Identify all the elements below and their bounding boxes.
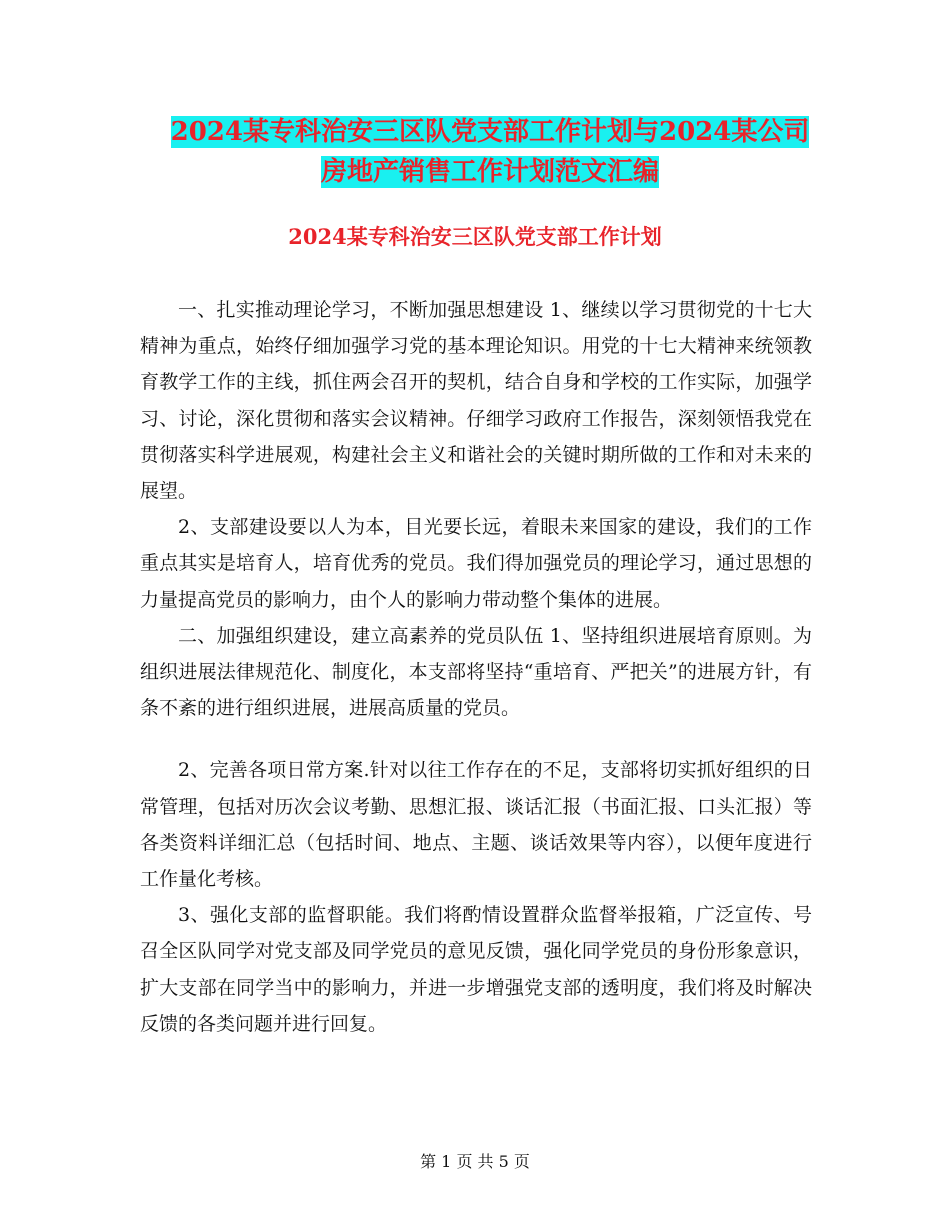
document-title <box>140 112 840 192</box>
document-title-line2: 房地产销售工作计划范文汇编 <box>320 157 659 187</box>
document-body <box>140 292 812 1042</box>
paragraph-3: 二、加强组织建设，建立高素养的党员队伍 1、坚持组织进展培育原则。为组织进展法律规范化、制度化，本支部将坚持“重培育、严把关”的进展方针，有条不紊的进行组织进展，进展高质量的党员。 <box>140 624 812 720</box>
paragraph-4: 2、完善各项日常方案.针对以往工作存在的不足，支部将切实抓好组织的日常管理，包括对历次会议考勤、思想汇报、谈话汇报（书面汇报、口头汇报）等各类资料详细汇总（包括时间、地点、主题、谈话效果等内容），以便年度进行工作量化考核。 <box>140 759 812 891</box>
paragraph-1: 一、扎实推动理论学习，不断加强思想建设 1、继续以学习贯彻党的十七大精神为重点，始终仔细加强学习党的基本理论知识。用党的十七大精神来统领教育教学工作的主线，抓住两会召开的契机，结合自身和学校的工作实际，加强学习、讨论，深化贯彻和落实会议精神。仔细学习政府工作报告，深刻领悟我党在贯彻落实科学进展观，构建社会主义和谐社会的关键时期所做的工作和对未来的展望。 <box>140 299 812 503</box>
section-title: 2024某专科治安三区队党支部工作计划 <box>288 224 662 249</box>
document-title-line1: 2024某专科治安三区队党支部工作计划与2024某公司 <box>170 117 810 147</box>
paragraph-5: 3、强化支部的监督职能。我们将酌情设置群众监督举报箱，广泛宣传、号召全区队同学对党支部及同学党员的意见反馈，强化同学党员的身份形象意识，扩大支部在同学当中的影响力，并进一步增强党支部的透明度，我们将及时解决反馈的各类问题并进行回复。 <box>140 904 812 1035</box>
paragraph-2: 2、支部建设要以人为本，目光要长远，着眼未来国家的建设，我们的工作重点其实是培育人，培育优秀的党员。我们得加强党员的理论学习，通过思想的力量提高党员的影响力，由个人的影响力带动整个集体的进展。 <box>140 516 812 611</box>
page-number-footer: 第 1 页 共 5 页 <box>420 1152 530 1171</box>
